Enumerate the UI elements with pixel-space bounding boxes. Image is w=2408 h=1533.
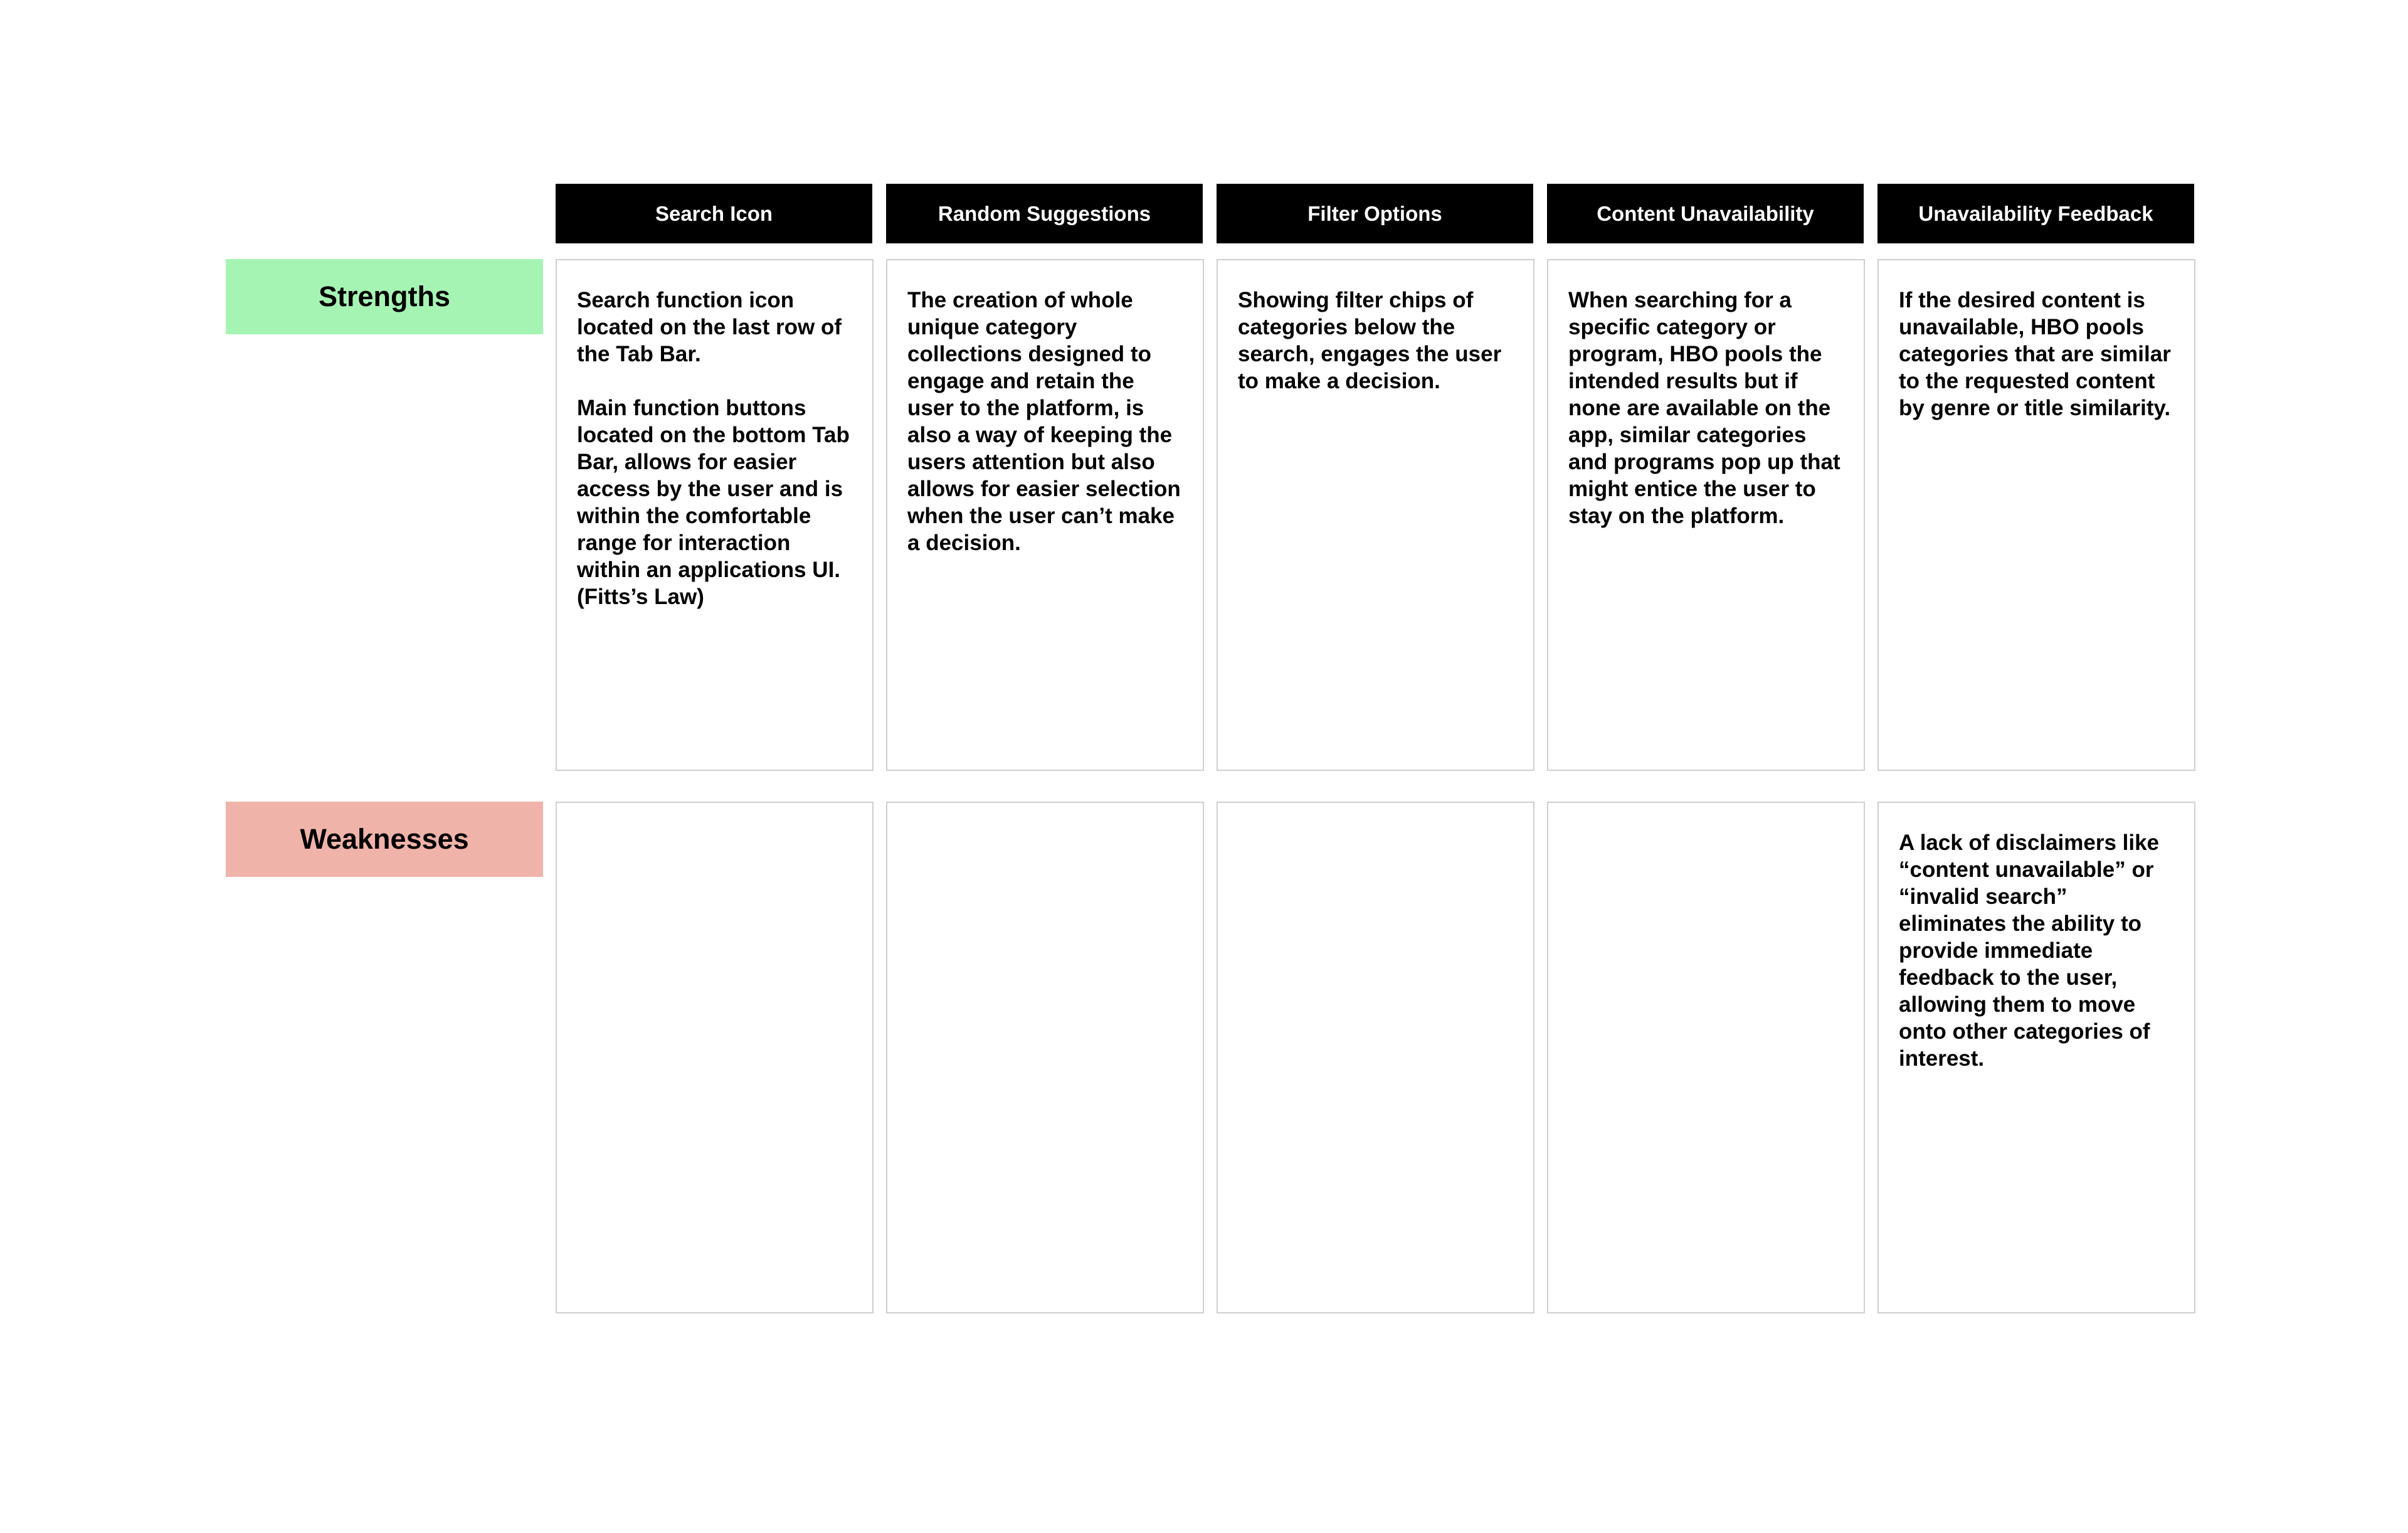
strengths-cell-filter-options: Showing filter chips of categories below the search, engages the user to make a decision. bbox=[1217, 259, 1534, 771]
weaknesses-cell-unavailability-feedback: A lack of disclaimers like “content unavailable” or “invalid search” eliminates the ability to provide immediate feedback to the user, allowing them to move onto other categories of interest. bbox=[1877, 802, 2195, 1313]
strengths-cell-search-icon: Search function icon located on the last row of the Tab Bar. Main function buttons located on the bottom Tab Bar, allows for easier access by the user and is within the comfortable range for interaction within an applications UI. (Fitts’s Law) bbox=[556, 259, 874, 771]
column-header-unavailability-feedback: Unavailability Feedback bbox=[1877, 184, 2194, 243]
column-header-filter-options: Filter Options bbox=[1217, 184, 1533, 243]
weaknesses-cell-content-unavailability bbox=[1547, 802, 1865, 1313]
row-label-strengths: Strengths bbox=[226, 259, 543, 334]
strengths-cell-random-suggestions: The creation of whole unique category collections designed to engage and retain the user to the platform, is also a way of keeping the users attention but also allows for easier selection when the user can’t make a decision. bbox=[886, 259, 1204, 771]
column-header-content-unavailability: Content Unavailability bbox=[1547, 184, 1864, 243]
weaknesses-cell-filter-options bbox=[1217, 802, 1534, 1313]
weaknesses-cell-random-suggestions bbox=[886, 802, 1204, 1313]
row-label-weaknesses: Weaknesses bbox=[226, 802, 543, 877]
strengths-cell-unavailability-feedback: If the desired content is unavailable, HBO pools categories that are similar to the requested content by genre or title similarity. bbox=[1877, 259, 2195, 771]
column-header-random-suggestions: Random Suggestions bbox=[886, 184, 1203, 243]
column-header-search-icon: Search Icon bbox=[556, 184, 872, 243]
weaknesses-cell-search-icon bbox=[556, 802, 874, 1313]
strengths-cell-content-unavailability: When searching for a specific category or program, HBO pools the intended results but if none are available on the app, similar categories and programs pop up that might entice the user to stay on the platform. bbox=[1547, 259, 1865, 771]
